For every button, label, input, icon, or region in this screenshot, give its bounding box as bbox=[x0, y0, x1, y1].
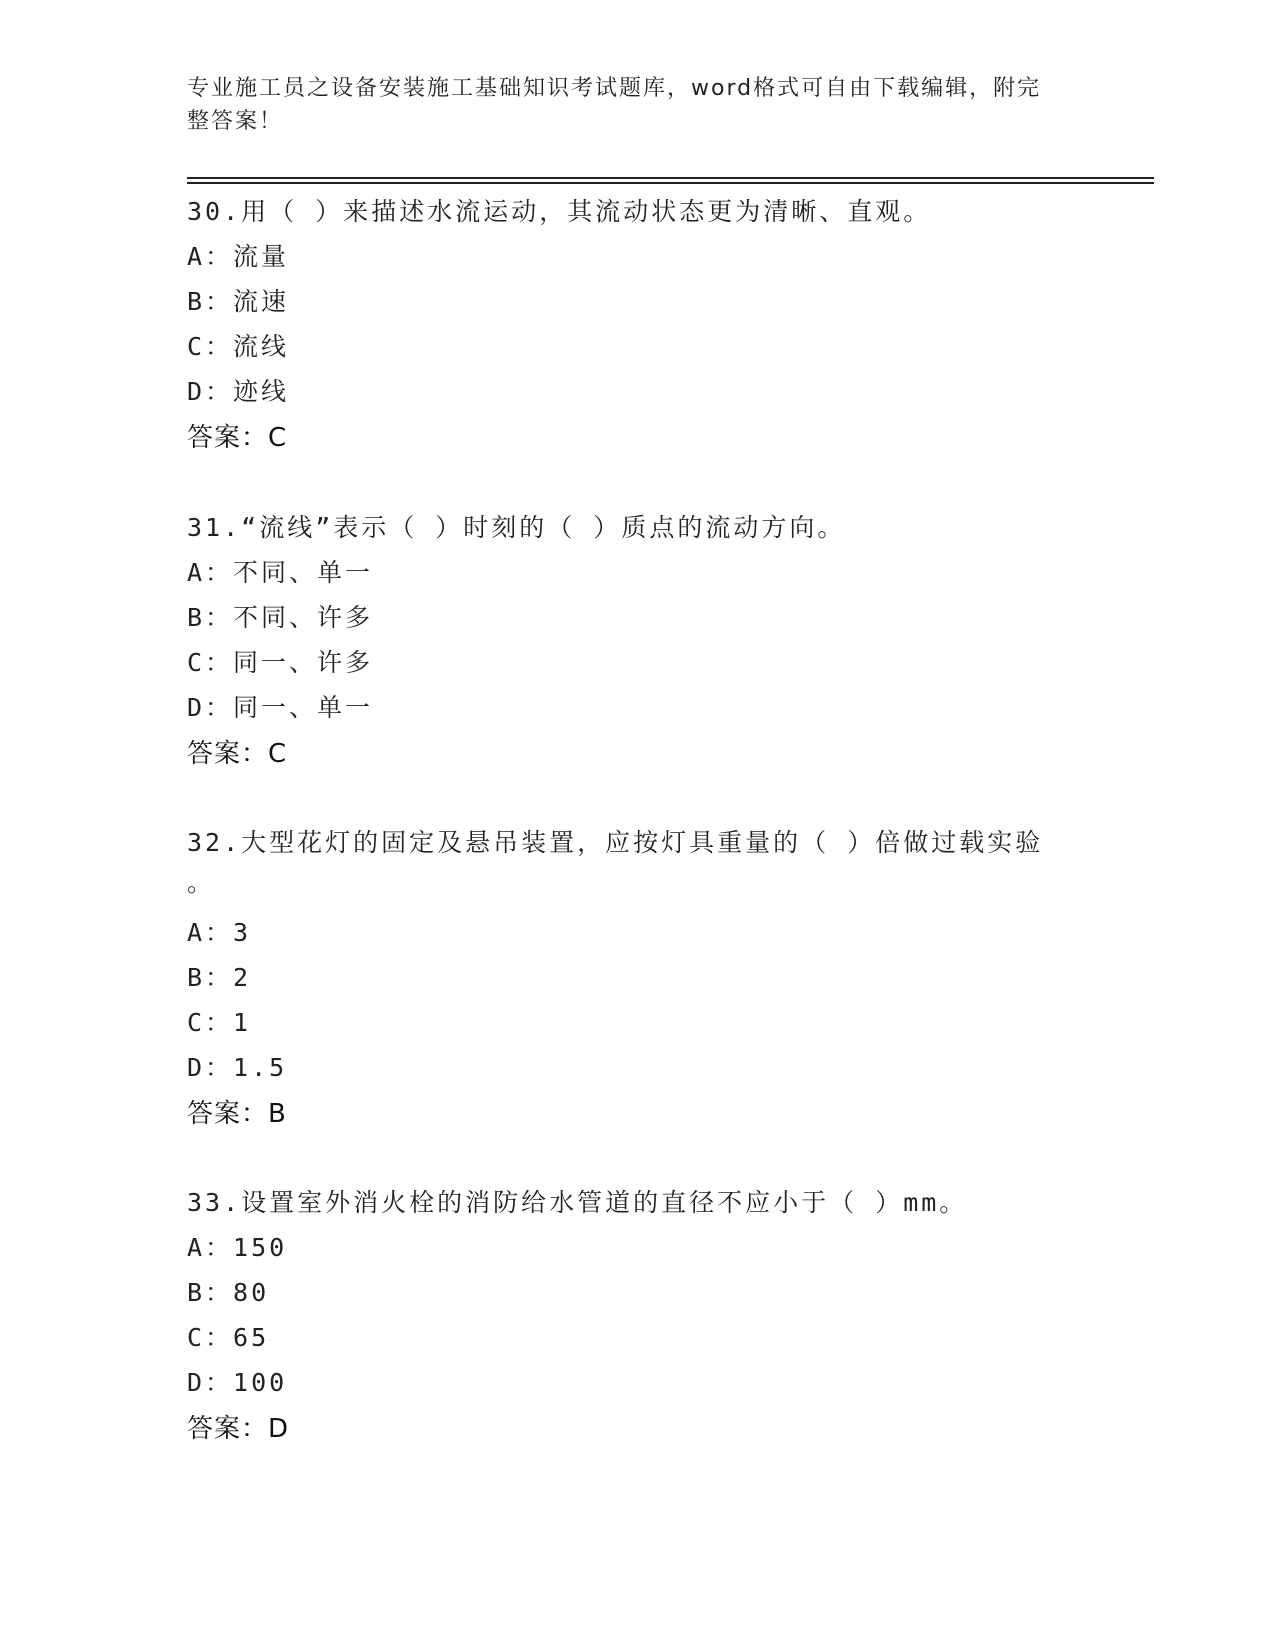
option-d: D：100 bbox=[187, 1368, 288, 1397]
option-a: A：不同、单一 bbox=[187, 558, 374, 587]
option-b: B：80 bbox=[187, 1278, 270, 1307]
option-d: D：迹线 bbox=[187, 377, 290, 406]
option-c: C：同一、许多 bbox=[187, 648, 374, 677]
option-a: A：150 bbox=[187, 1233, 288, 1262]
option-a: A：3 bbox=[187, 918, 252, 947]
answer: 答案：C bbox=[187, 423, 288, 453]
option-b: B：不同、许多 bbox=[187, 603, 374, 632]
option-b: B：流速 bbox=[187, 287, 290, 316]
option-c: C：流线 bbox=[187, 332, 290, 361]
option-c: C：65 bbox=[187, 1323, 270, 1352]
question-stem: 33.设置室外消火栓的消防给水管道的直径不应小于（ ）mm。 bbox=[187, 1188, 968, 1217]
header-divider-bottom bbox=[187, 182, 1154, 184]
answer: 答案：C bbox=[187, 739, 288, 769]
option-d: D：1.5 bbox=[187, 1053, 288, 1082]
question-stem: 32.大型花灯的固定及悬吊装置，应按灯具重量的（ ）倍做过载实验 bbox=[187, 828, 1044, 857]
answer: 答案：B bbox=[187, 1099, 287, 1129]
header-line-2: 整答案！ bbox=[187, 109, 284, 134]
option-a: A：流量 bbox=[187, 242, 290, 271]
option-c: C：1 bbox=[187, 1008, 252, 1037]
question-stem: 31.“流线”表示（ ）时刻的（ ）质点的流动方向。 bbox=[187, 513, 846, 542]
answer: 答案：D bbox=[187, 1414, 290, 1444]
header-line-1: 专业施工员之设备安装施工基础知识考试题库，word格式可自由下载编辑，附完 bbox=[187, 76, 1042, 101]
header-divider-top bbox=[187, 177, 1154, 179]
question-stem: 30.用（ ）来描述水流运动，其流动状态更为清晰、直观。 bbox=[187, 197, 932, 226]
option-b: B：2 bbox=[187, 963, 252, 992]
option-d: D：同一、单一 bbox=[187, 693, 374, 722]
question-stem-continuation: 。 bbox=[187, 868, 216, 897]
document-header bbox=[187, 72, 1067, 138]
